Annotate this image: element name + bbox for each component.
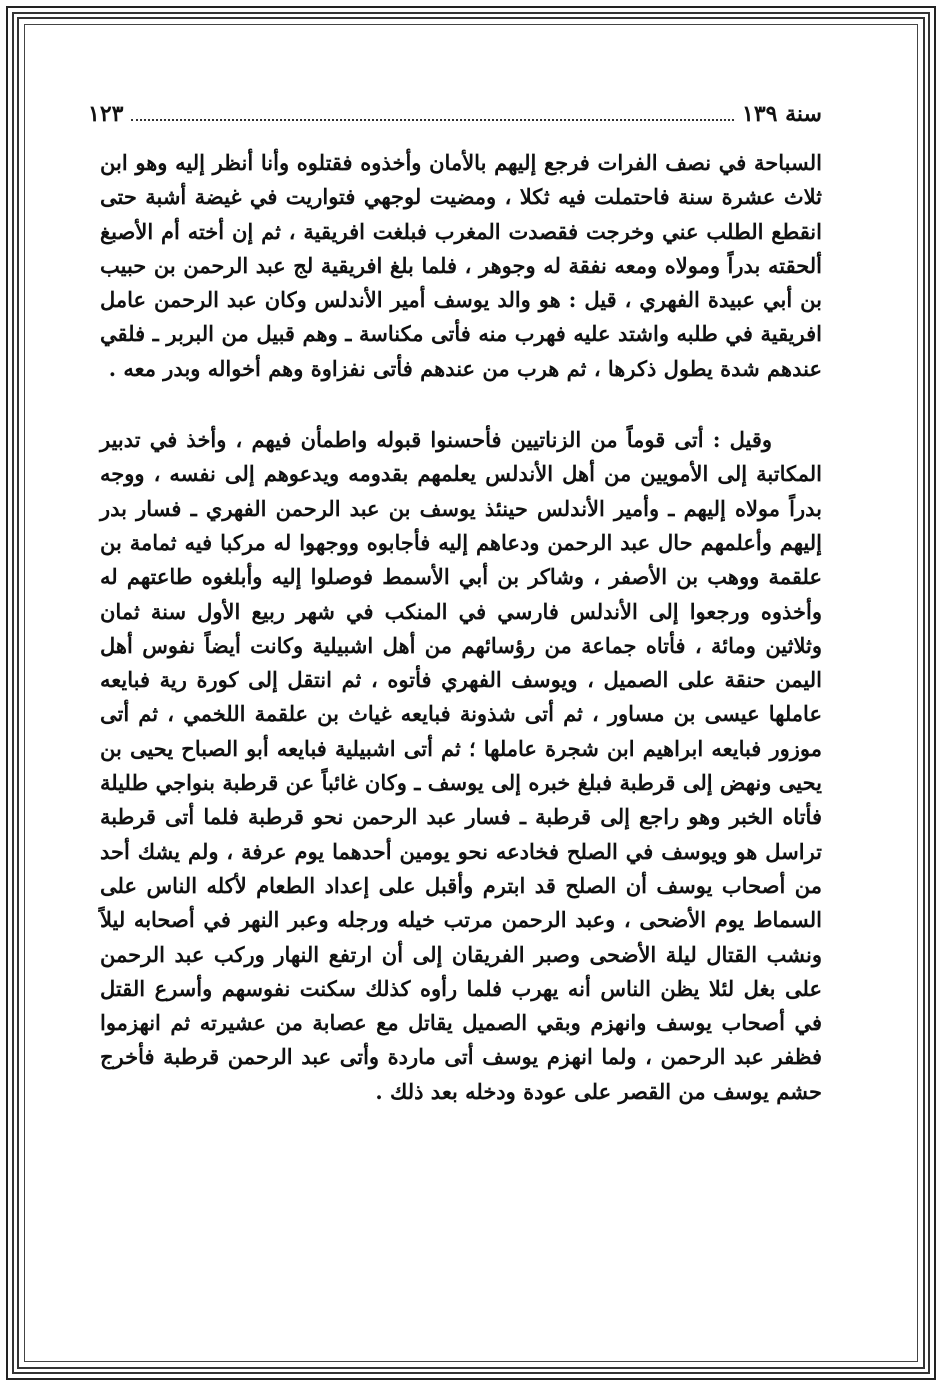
- page-number: ١٢٣: [88, 101, 124, 127]
- running-header: [88, 96, 822, 132]
- paragraph-2: وقيل : أتى قوماً من الزناتيين فأحسنوا قبوله واطمأن فيهم ، وأخذ في تدبير المكاتبة إلى الأمويين من أهل الأندلس يعلمهم بقدومه ويدعوهم إلى نفسه ، ووجه بدراً مولاه إليهم ـ وأمير الأندلس حينئذ يوسف بن عبد الرحمن الفهري ـ فسار بدر إليهم وأعلمهم حال عبد الرحمن ودعاهم إليه فأجابوه ووجهوا له مركبا فيه ثمامة بن علقمة ووهب بن الأصفر ، وشاكر بن أبي الأسمط فوصلوا إليه وأبلغوه طاعتهم له وأخذوه ورجعوا إلى الأندلس فارسي في المنكب في شهر ربيع الأول سنة ثمان وثلاثين ومائة ، فأتاه جماعة من رؤسائهم من أهل اشبيلية وكانت أيضاً نفوس أهل اليمن حنقة على الصميل ، ويوسف الفهري فأتوه ، ثم انتقل إلى كورة رية فبايعه عاملها عيسى بن مساور ، ثم أتى شذونة فبايعه غياث بن علقمة اللخمي ، ثم أتى موزور فبايعه ابراهيم ابن شجرة عاملها ؛ ثم أتى اشبيلية فبايعه أبو الصباح يحيى بن يحيى ونهض إلى قرطبة فبلغ خبره إلى يوسف ـ وكان غائباً عن قرطبة بنواجي طليلة فأتاه الخبر وهو راجع إلى قرطبة ـ فسار عبد الرحمن نحو قرطبة فلما أتى قرطبة تراسل هو ويوسف في الصلح فخادعه نحو يومين أحدهما يوم عرفة ، ولم يشك أحد من أصحاب يوسف أن الصلح قد ابترم وأقبل على إعداد الطعام لأكله الناس على السماط يوم الأضحى ، وعبد الرحمن مرتب خيله ورجله وعبر النهر في أصحابه ليلاً ونشب القتال ليلة الأضحى وصبر الفريقان إلى أن ارتفع النهار وركب عبد الرحمن على بغل لئلا يظن الناس أنه يهرب فلما رأوه كذلك سكنت نفوسهم وأسرع القتل في أصحاب يوسف وانهزم وبقي الصميل يقاتل مع عصابة من عشيرته ثم انهزموا فظفر عبد الرحمن ، ولما انهزم يوسف أتى ماردة وأتى عبد الرحمن قرطبة فأخرج حشم يوسف من القصر على عودة ودخله بعد ذلك .: [100, 427, 822, 1104]
- page-body: [100, 146, 822, 1109]
- paragraph-1: السباحة في نصف الفرات فرجع إليهم بالأمان وأخذوه فقتلوه وأنا أنظر إليه وهو ابن ثلاث عشرة سنة فاحتملت فيه ثكلا ، ومضيت لوجهي فتواريت في غيضة أشبة حتى انقطع الطلب عني وخرجت فقصدت المغرب فبلغت افريقية ، ثم إن أخته أم الأصبغ ألحقته بدراً ومولاه ومعه نفقة له وجوهر ، فلما بلغ افريقية لج عبد الرحمن بن حبيب بن أبي عبيدة الفهري ، قيل : هو والد يوسف أمير الأندلس وكان عبد الرحمن عامل افريقية في طلبه واشتد عليه فهرب منه فأتى مكناسة ـ وهم قبيل من البربر ـ فلقي عندهم شدة يطول ذكرها ، ثم هرب من عندهم فأتى نفزاوة وهم أخواله وبدر معه .: [100, 150, 822, 381]
- header-year: سنة ١٣٩: [742, 101, 822, 127]
- header-dotted-leader: [131, 119, 734, 121]
